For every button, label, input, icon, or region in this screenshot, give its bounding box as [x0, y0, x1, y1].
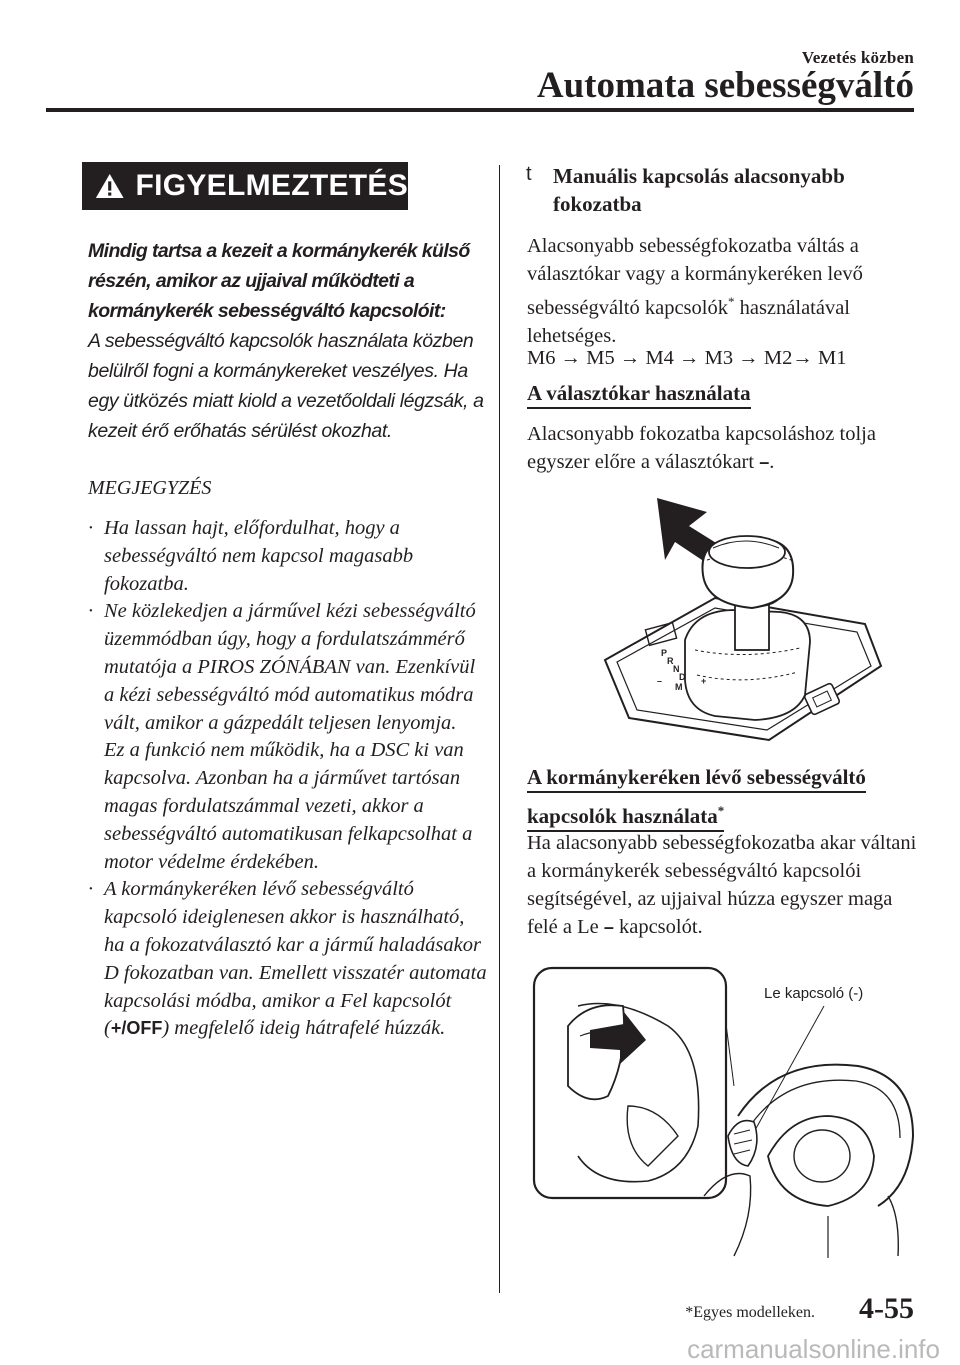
warning-text: A sebességváltó kapcsolók használata közben belülről fogni a kormánykereket veszélyes. Ha egy ütközés miatt kiold a vezetőoldali légzsák, a kezeit érő erőhatás sérülést okozhat.: [88, 330, 484, 442]
gear-lever-illustration: [595, 490, 895, 750]
intro-text: Alacsonyabb sebességfokozatba váltás a választókar vagy a kormánykeréken levő sebességváltó kapcsolók* használatával lehetséges.: [527, 235, 863, 347]
gate-plus: +: [701, 676, 707, 686]
note-item-text: A kormánykeréken lévő sebességváltó kapcsoló ideiglenesen akkor is használható, ha a fokozatválasztó kar a jármű haladásakor D fokozatban van. Emellett visszatér automata kapcsolási módba, amikor a Fel kapcsolót (+/OFF) megfelelő ideig hátrafelé húzzák.: [104, 878, 487, 1040]
column-divider: [499, 165, 500, 1293]
warning-bold-text: Mindig tartsa a kezeit a kormánykerék külső részén, amikor az ujjaival működteti a kormánykerék sebességváltó kapcsolóit:: [88, 240, 470, 322]
note-item: [88, 598, 488, 876]
lever-text: Alacsonyabb fokozatba kapcsoláshoz tolja egyszer előre a választókart –.: [527, 423, 876, 473]
note-list: [88, 515, 488, 1043]
header-rule: [46, 108, 914, 112]
note-item-text: Ha lassan hajt, előfordulhat, hogy a sebességváltó nem kapcsol magasabb fokozatba.: [104, 517, 414, 595]
bullet: ·: [88, 600, 94, 623]
note-title: MEGJEGYZÉS: [88, 477, 212, 499]
warning-icon: [94, 171, 125, 201]
page-number: 4-55: [859, 1292, 914, 1325]
footnote: *Egyes modelleken.: [685, 1304, 815, 1321]
warning-banner: [82, 162, 408, 210]
plus-off-symbol: +/OFF: [110, 1018, 163, 1039]
warning-label: FIGYELMEZTETÉS: [135, 169, 408, 202]
watermark: carmanualsonline.info: [687, 1334, 940, 1364]
gear-sequence: M6 → M5 → M4 → M3 → M2→ M1: [527, 347, 847, 369]
steering-wheel-illustration: [528, 966, 920, 1266]
section-heading-paddle: A kormánykeréken lévő sebességváltó kapcsolók használata*: [527, 763, 866, 832]
gate-letter-n: N: [673, 664, 680, 674]
note-item-text-continued: Ez a funkció nem működik, ha a DSC ki van kapcsolva. Azonban ha a járművet tartósan magas fordulatszámmal vezeti, akkor a sebességváltó automatikusan felkapcsolhat a motor védelme érdekében.: [104, 739, 473, 873]
paddle-text: Ha alacsonyabb sebességfokozatba akar váltani a kormánykerék sebességváltó kapcsolói segítségével, az ujjaival húzza egyszer maga felé a Le – kapcsolót.: [527, 832, 917, 938]
gate-letter-m: M: [675, 682, 683, 692]
gate-letter-p: P: [661, 648, 668, 658]
section-marker: t: [526, 163, 532, 185]
gate-minus: –: [657, 676, 663, 686]
bullet: ·: [88, 878, 94, 901]
minus-symbol: –: [759, 452, 770, 472]
gate-letter-d: D: [679, 672, 686, 682]
minus-symbol: –: [603, 917, 614, 937]
note-item: [88, 515, 488, 598]
gate-letter-r: R: [667, 656, 674, 666]
note-item: [88, 876, 488, 1043]
bullet: ·: [88, 517, 94, 539]
header-section: Vezetés közben: [801, 48, 914, 67]
subheading: Manuális kapcsolás alacsonyabb fokozatba: [553, 164, 845, 216]
section-heading-lever: A választókar használata: [527, 379, 751, 409]
paddle-callout-label: Le kapcsoló (-): [764, 985, 864, 1002]
page-title: Automata sebességváltó: [536, 65, 914, 106]
note-item-text: Ne közlekedjen a járművel kézi sebességváltó üzemmódban úgy, hogy a fordulatszámmérő mutatója a PIROS ZÓNÁBAN van. Ezenkívül a kézi sebességváltó mód automatikus módra vált, amikor a gázpedált teljesen lenyomja.: [104, 600, 476, 734]
